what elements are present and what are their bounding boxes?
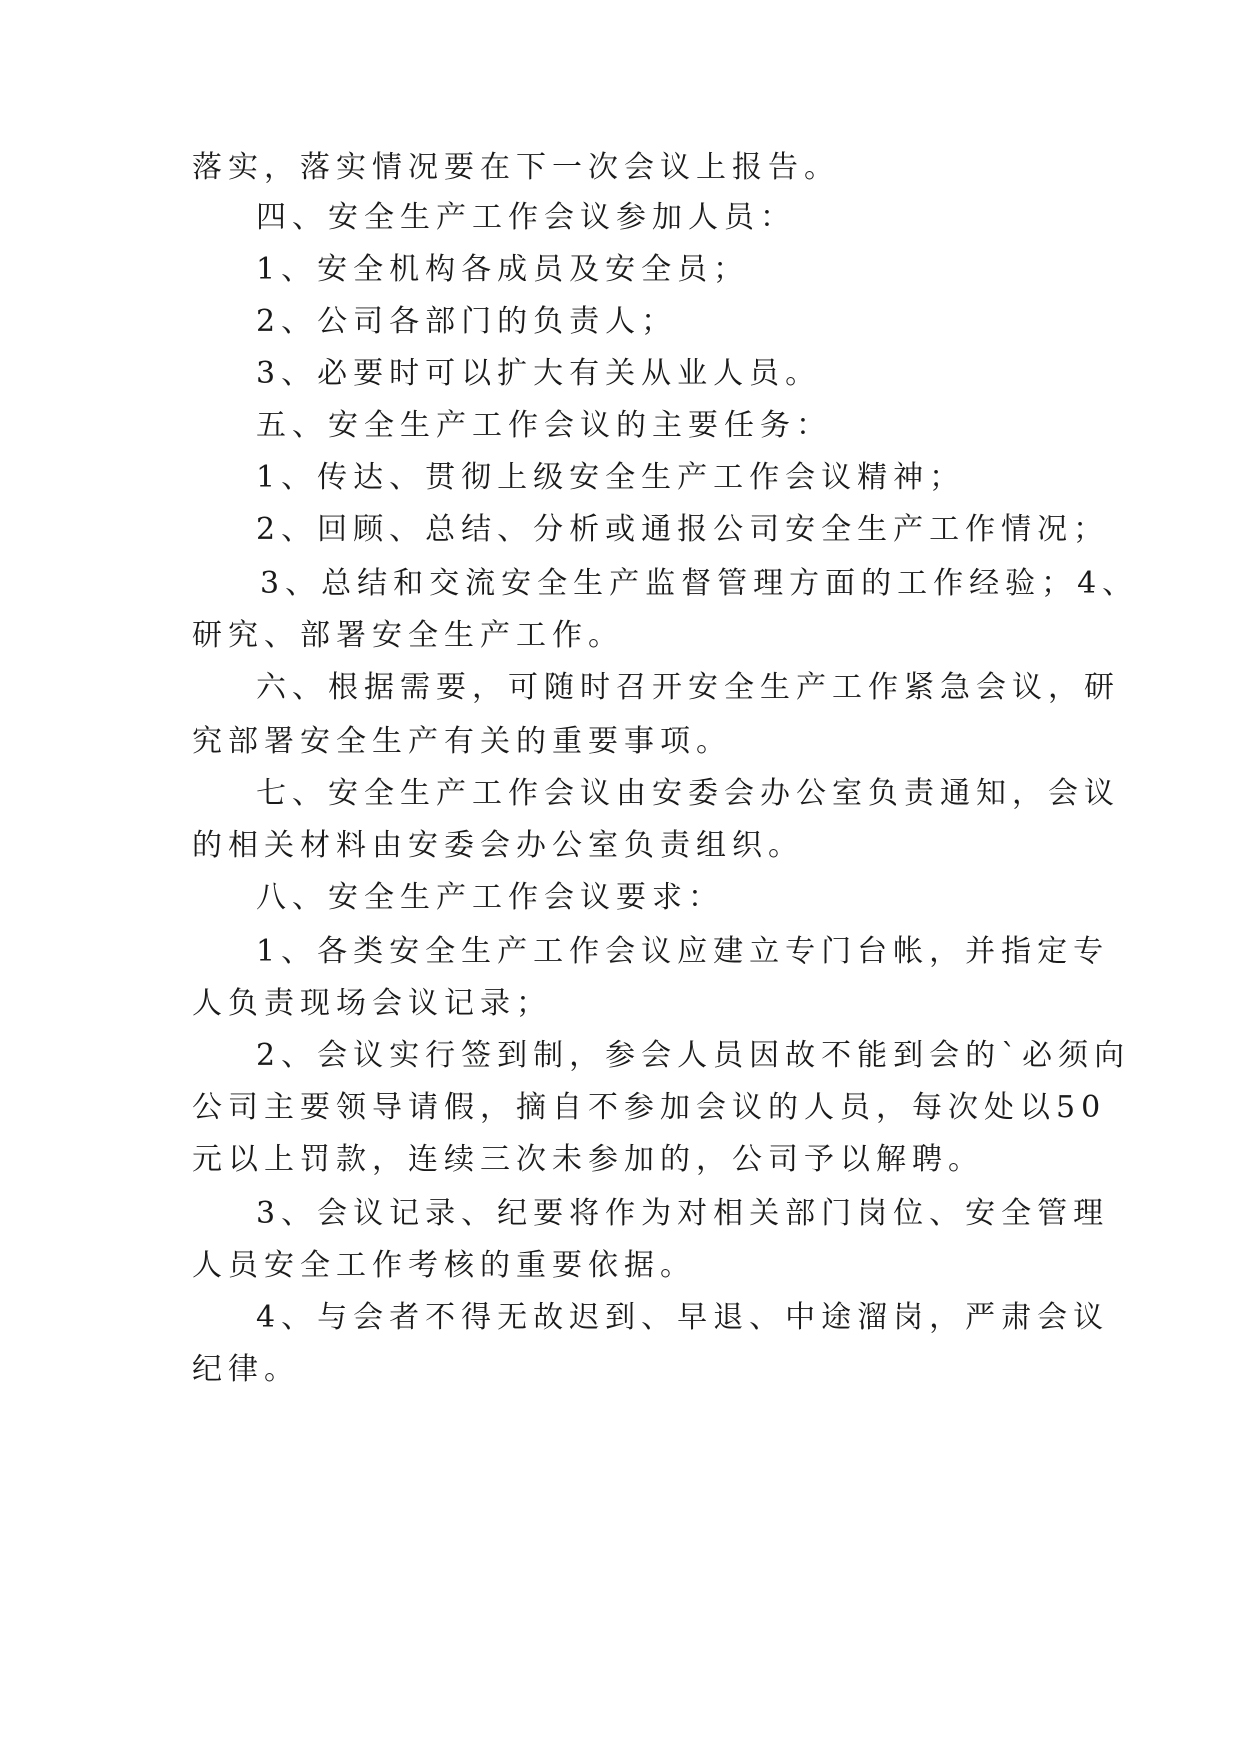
text-line-12: 究部署安全生产有关的重要事项。	[192, 724, 732, 759]
text-line-15: 八、安全生产工作会议要求：	[256, 880, 724, 915]
text-line-20: 元以上罚款，连续三次未参加的，公司予以解聘。	[192, 1142, 984, 1177]
text-line-7: 1、传达、贯彻上级安全生产工作会议精神；	[256, 460, 966, 495]
text-line-6: 五、安全生产工作会议的主要任务：	[256, 408, 832, 443]
text-line-17: 人负责现场会议记录；	[192, 986, 552, 1021]
text-line-19: 公司主要领导请假，摘自不参加会议的人员，每次处以50	[192, 1090, 1107, 1125]
text-line-9: 3、总结和交流安全生产监督管理方面的工作经验；4、	[260, 566, 1139, 601]
text-line-3: 1、安全机构各成员及安全员；	[256, 252, 750, 287]
text-line-18: 2、会议实行签到制，参会人员因故不能到会的`必须向	[256, 1038, 1131, 1073]
text-line-10: 研究、部署安全生产工作。	[192, 618, 624, 653]
text-line-24: 纪律。	[192, 1352, 300, 1387]
text-line-8: 2、回顾、总结、分析或通报公司安全生产工作情况；	[256, 512, 1110, 547]
text-line-23: 4、与会者不得无故迟到、早退、中途溜岗，严肃会议	[256, 1300, 1110, 1335]
text-line-4: 2、公司各部门的负责人；	[256, 304, 678, 339]
text-line-21: 3、会议记录、纪要将作为对相关部门岗位、安全管理	[256, 1196, 1110, 1231]
text-line-11: 六、根据需要，可随时召开安全生产工作紧急会议，研	[256, 670, 1120, 705]
text-line-2: 四、安全生产工作会议参加人员：	[256, 200, 796, 235]
text-line-16: 1、各类安全生产工作会议应建立专门台帐，并指定专	[256, 934, 1110, 969]
text-line-14: 的相关材料由安委会办公室负责组织。	[192, 828, 804, 863]
text-line-13: 七、安全生产工作会议由安委会办公室负责通知，会议	[256, 776, 1120, 811]
text-line-1: 落实，落实情况要在下一次会议上报告。	[192, 150, 840, 185]
text-line-22: 人员安全工作考核的重要依据。	[192, 1248, 696, 1283]
text-line-5: 3、必要时可以扩大有关从业人员。	[256, 356, 822, 391]
